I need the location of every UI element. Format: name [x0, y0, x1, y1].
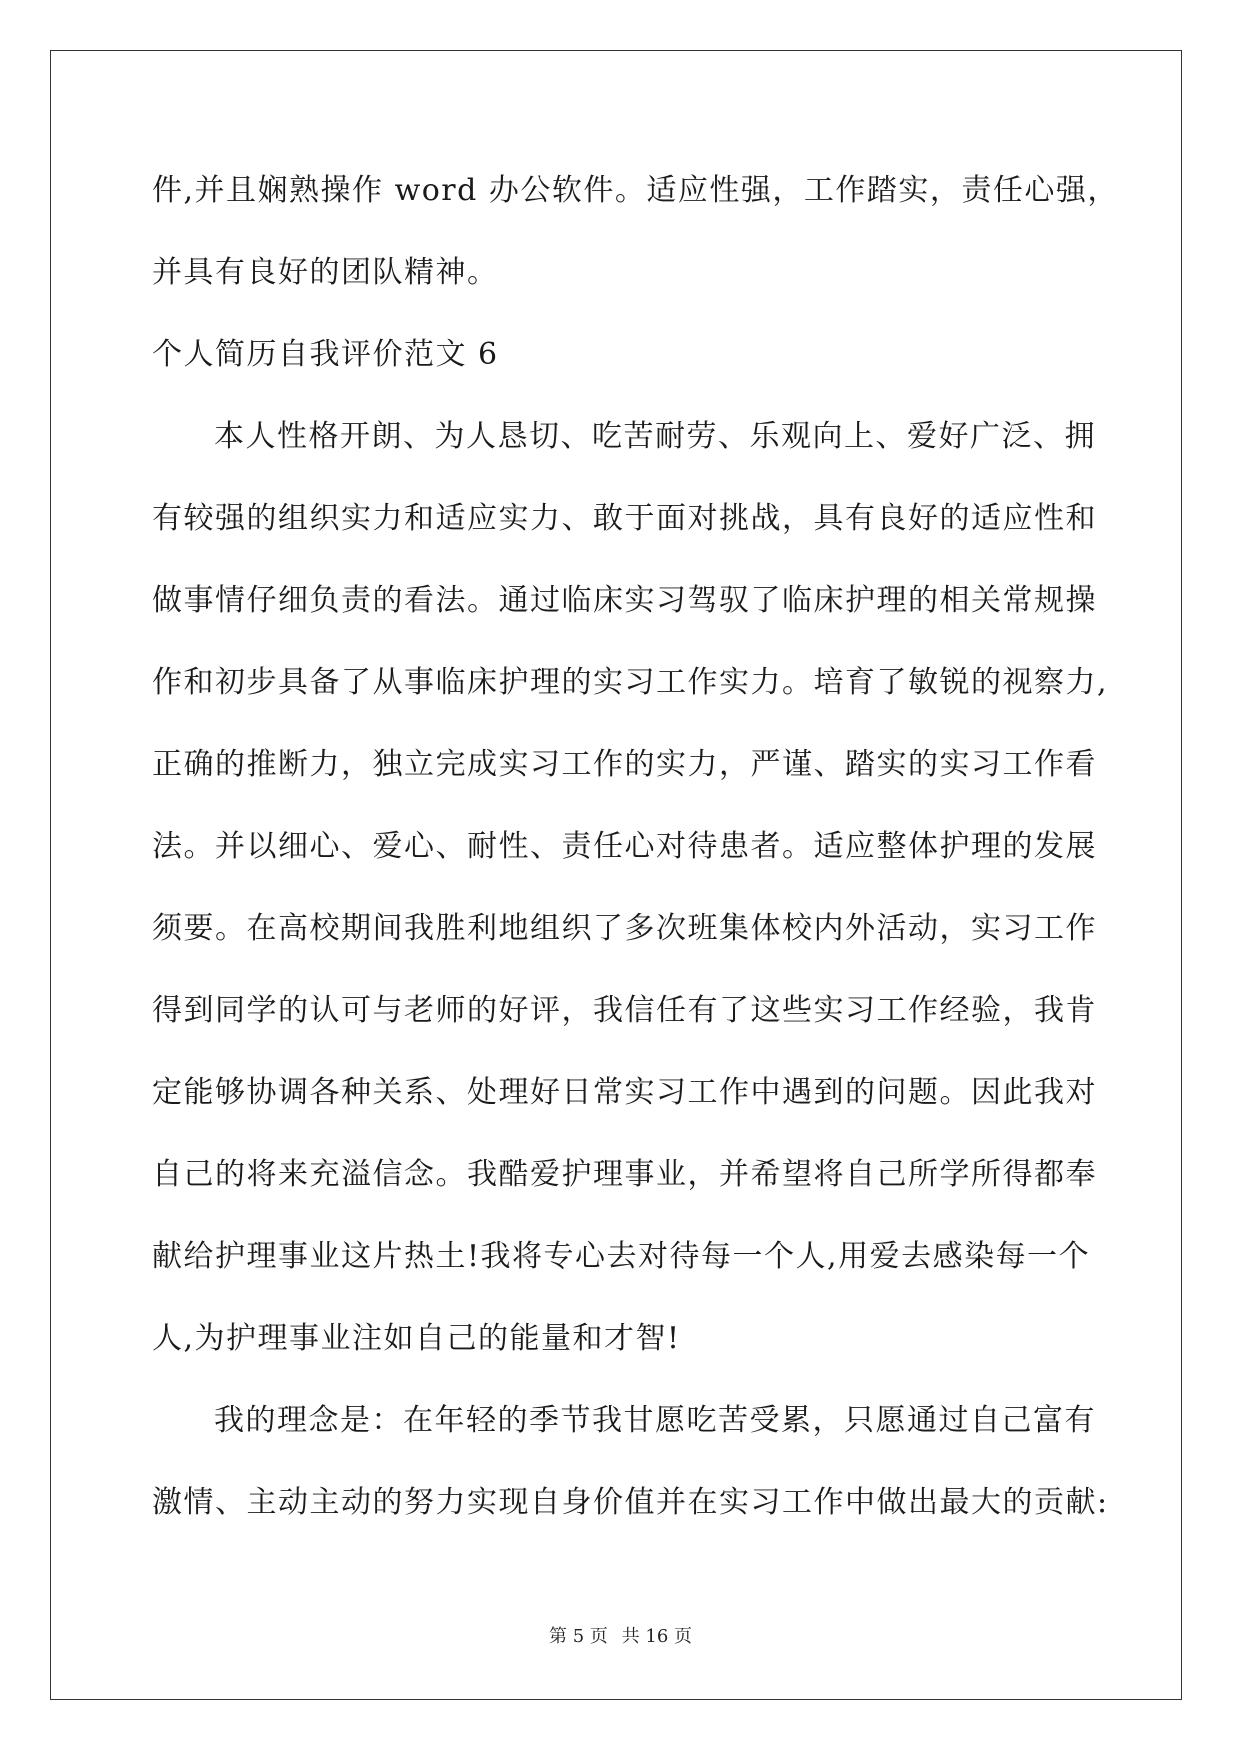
paragraph-first-line: 我的理念是：在年轻的季节我甘愿吃苦受累，只愿通过自己富有 [214, 1403, 1096, 1438]
body-line: 激情、主动主动的努力实现自身价值并在实习工作中做出最大的贡献: [152, 1485, 1109, 1520]
body-line: 须要。在高校期间我胜利地组织了多次班集体校内外活动，实习工作 [152, 911, 1097, 946]
body-line: 定能够协调各种关系、处理好日常实习工作中遇到的问题。因此我对 [152, 1075, 1097, 1110]
body-line: 法。并以细心、爱心、耐性、责任心对待患者。适应整体护理的发展 [152, 829, 1097, 864]
body-line: 人,为护理事业注如自己的能量和才智! [152, 1321, 681, 1356]
page-footer [0, 1622, 1241, 1648]
body-line: 有较强的组织实力和适应实力、敢于面对挑战，具有良好的适应性和 [152, 501, 1097, 536]
body-line: 作和初步具备了从事临床护理的实习工作实力。培育了敏锐的视察力, [152, 665, 1109, 700]
page-number: 第 5 页 [549, 1626, 608, 1647]
section-heading: 个人简历自我评价范文 6 [152, 337, 499, 372]
body-line: 做事情仔细负责的看法。通过临床实习驾驭了临床护理的相关常规操 [152, 583, 1097, 618]
total-pages: 共 16 页 [621, 1626, 692, 1647]
body-line: 正确的推断力，独立完成实习工作的实力，严谨、踏实的实习工作看 [152, 747, 1097, 782]
body-line: 并具有良好的团队精神。 [152, 255, 499, 290]
body-line: 件,并且娴熟操作 word 办公软件。适应性强，工作踏实，责任心强， [152, 173, 1119, 208]
paragraph-first-line: 本人性格开朗、为人恳切、吃苦耐劳、乐观向上、爱好广泛、拥 [214, 419, 1096, 454]
body-line: 自己的将来充溢信念。我酷爱护理事业，并希望将自己所学所得都奉 [152, 1157, 1097, 1192]
document-body [152, 150, 1119, 1544]
body-line: 献给护理事业这片热土!我将专心去对待每一个人,用爱去感染每一个 [152, 1239, 1091, 1274]
body-line: 得到同学的认可与老师的好评，我信任有了这些实习工作经验，我肯 [152, 993, 1097, 1028]
